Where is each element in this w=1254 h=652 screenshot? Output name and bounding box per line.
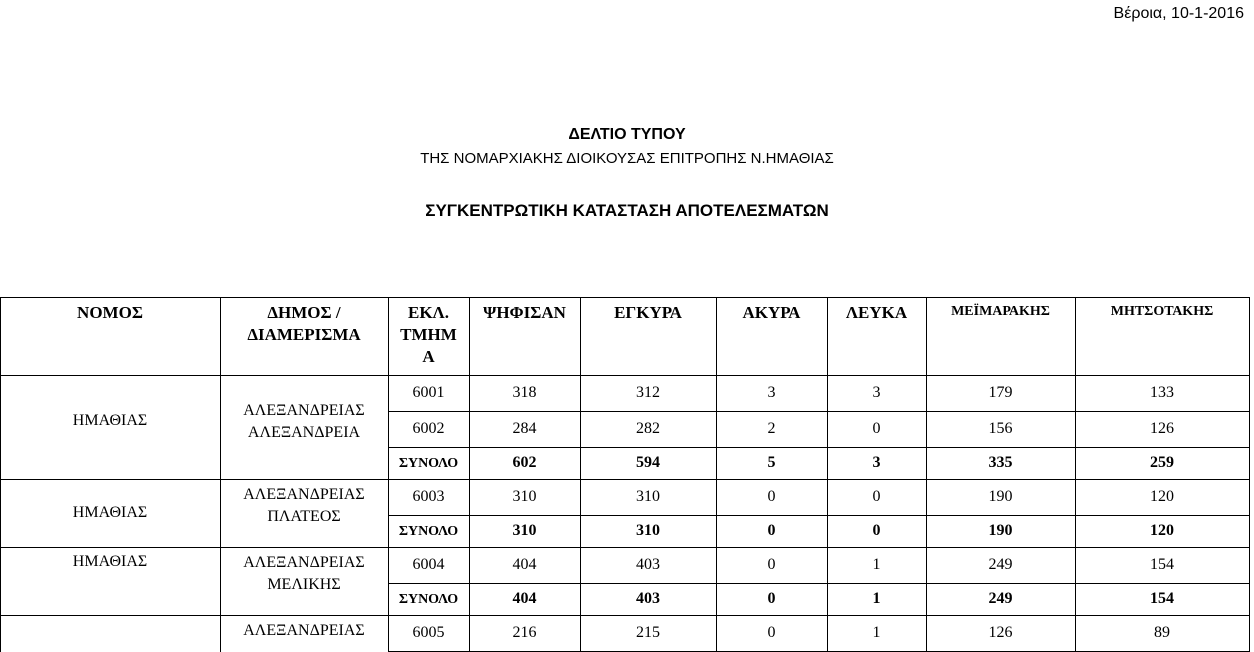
total-label: ΣΥΝΟΛΟ [398, 456, 459, 471]
precinct-number: 6004 [412, 556, 445, 573]
group-border [0, 547, 1250, 548]
header-dimos-line2: ΔΙΑΜΕΡΙΣΜΑ [247, 325, 361, 344]
total-meimarakis: 190 [988, 522, 1013, 539]
cell-psifisan: 318 [512, 384, 537, 401]
header-nomos: ΝΟΜΟΣ [77, 303, 143, 322]
document-subtitle: ΤΗΣ ΝΟΜΑΡΧΙΑΚΗΣ ΔΙΟΙΚΟΥΣΑΣ ΕΠΙΤΡΟΠΗΣ Ν.ΗΜΑΘΙΑΣ [420, 150, 834, 167]
cell-akyra: 0 [767, 488, 776, 505]
cell-psifisan: 216 [512, 624, 537, 641]
column-border [827, 297, 828, 652]
total-egkyra: 403 [636, 590, 660, 607]
total-label: ΣΥΝΟΛΟ [398, 524, 459, 539]
cell-akyra: 2 [767, 420, 776, 437]
cell-psifisan: 284 [512, 420, 537, 437]
prefecture-name: ΗΜΑΘΙΑΣ [72, 412, 148, 429]
precinct-number: 6005 [412, 624, 445, 641]
column-border [716, 297, 717, 652]
prefecture-name: ΗΜΑΘΙΑΣ [72, 504, 148, 521]
cell-egkyra: 312 [636, 384, 660, 401]
cell-leyka: 3 [872, 384, 881, 401]
header-akyra: ΑΚΥΡΑ [742, 303, 801, 322]
group-border [0, 479, 1250, 480]
table-top-border [0, 297, 1250, 298]
total-mitsotakis: 259 [1150, 454, 1174, 471]
cell-mitsotakis: 133 [1150, 384, 1174, 401]
total-akyra: 0 [767, 590, 776, 607]
municipality-line1: ΑΛΕΞΑΝΔΡΕΙΑΣ [243, 402, 365, 419]
row-border [388, 411, 1250, 412]
municipality-line1: ΑΛΕΞΑΝΔΡΕΙΑΣ [243, 622, 365, 639]
cell-leyka: 0 [872, 420, 881, 437]
cell-egkyra: 282 [636, 420, 660, 437]
total-mitsotakis: 154 [1150, 590, 1174, 607]
total-psifisan: 602 [512, 454, 537, 471]
header-mitsotakis: ΜΗΤΣΟΤΑΚΗΣ [1110, 304, 1214, 319]
header-ekl-line1: ΕΚΛ. [408, 303, 449, 322]
results-heading: ΣΥΓΚΕΝΤΡΩΤΙΚΗ ΚΑΤΑΣΤΑΣΗ ΑΠΟΤΕΛΕΣΜΑΤΩΝ [425, 201, 829, 220]
cell-leyka: 1 [872, 624, 881, 641]
column-border [388, 297, 389, 652]
cell-mitsotakis: 120 [1150, 488, 1174, 505]
total-meimarakis: 249 [988, 590, 1013, 607]
results-table [0, 297, 1250, 652]
cell-akyra: 3 [767, 384, 776, 401]
column-border [1249, 297, 1250, 652]
cell-leyka: 1 [872, 556, 881, 573]
municipality-line2: ΜΕΛΙΚΗΣ [267, 576, 341, 593]
cell-akyra: 0 [767, 624, 776, 641]
cell-akyra: 0 [767, 556, 776, 573]
cell-meimarakis: 179 [988, 384, 1013, 401]
total-mitsotakis: 120 [1150, 522, 1174, 539]
municipality-line2: ΠΛΑΤΕΟΣ [267, 508, 341, 525]
document-title: ΔΕΛΤΙΟ ΤΥΠΟΥ [568, 126, 686, 143]
total-akyra: 0 [767, 522, 776, 539]
cell-psifisan: 404 [512, 556, 537, 573]
cell-meimarakis: 190 [988, 488, 1013, 505]
cell-meimarakis: 249 [988, 556, 1013, 573]
total-meimarakis: 335 [988, 454, 1013, 471]
header-ekl-line2: ΤΜΗΜ [400, 325, 457, 344]
cell-egkyra: 310 [636, 488, 660, 505]
row-border [388, 515, 1250, 516]
cell-egkyra: 215 [636, 624, 660, 641]
header-bottom-border [0, 375, 1250, 376]
header-psifisan: ΨΗΦΙΣΑΝ [483, 303, 566, 322]
row-border [388, 447, 1250, 448]
group-border [0, 615, 1250, 616]
column-border [469, 297, 470, 652]
total-leyka: 3 [872, 454, 881, 471]
total-leyka: 0 [872, 522, 881, 539]
header-meimarakis: ΜΕΪΜΑΡΑΚΗΣ [951, 304, 1050, 319]
precinct-number: 6003 [412, 488, 445, 505]
prefecture-name: ΗΜΑΘΙΑΣ [72, 553, 148, 570]
header-ekl-line3: Α [422, 347, 435, 366]
cell-mitsotakis: 126 [1150, 420, 1174, 437]
column-border [580, 297, 581, 652]
cell-psifisan: 310 [512, 488, 537, 505]
cell-mitsotakis: 89 [1154, 624, 1170, 641]
column-border [1075, 297, 1076, 652]
precinct-number: 6002 [412, 420, 445, 437]
total-egkyra: 310 [636, 522, 660, 539]
header-dimos-line1: ΔΗΜΟΣ / [267, 303, 341, 322]
column-border [0, 297, 1, 652]
header-egkyra: ΕΓΚΥΡΑ [614, 303, 682, 322]
cell-meimarakis: 126 [988, 624, 1013, 641]
total-akyra: 5 [767, 454, 776, 471]
municipality-line2: ΑΛΕΞΑΝΔΡΕΙΑ [247, 424, 361, 441]
cell-leyka: 0 [872, 488, 881, 505]
total-leyka: 1 [872, 590, 881, 607]
document-date: Βέροια, 10-1-2016 [1113, 5, 1244, 22]
cell-egkyra: 403 [636, 556, 660, 573]
total-egkyra: 594 [636, 454, 660, 471]
row-border [388, 583, 1250, 584]
total-label: ΣΥΝΟΛΟ [398, 592, 459, 607]
cell-mitsotakis: 154 [1150, 556, 1174, 573]
total-psifisan: 404 [512, 590, 537, 607]
header-leyka: ΛΕΥΚΑ [845, 303, 908, 322]
column-border [220, 297, 221, 652]
column-border [926, 297, 927, 652]
municipality-line1: ΑΛΕΞΑΝΔΡΕΙΑΣ [243, 554, 365, 571]
cell-meimarakis: 156 [988, 420, 1013, 437]
precinct-number: 6001 [412, 384, 445, 401]
municipality-line1: ΑΛΕΞΑΝΔΡΕΙΑΣ [243, 486, 365, 503]
total-psifisan: 310 [512, 522, 537, 539]
